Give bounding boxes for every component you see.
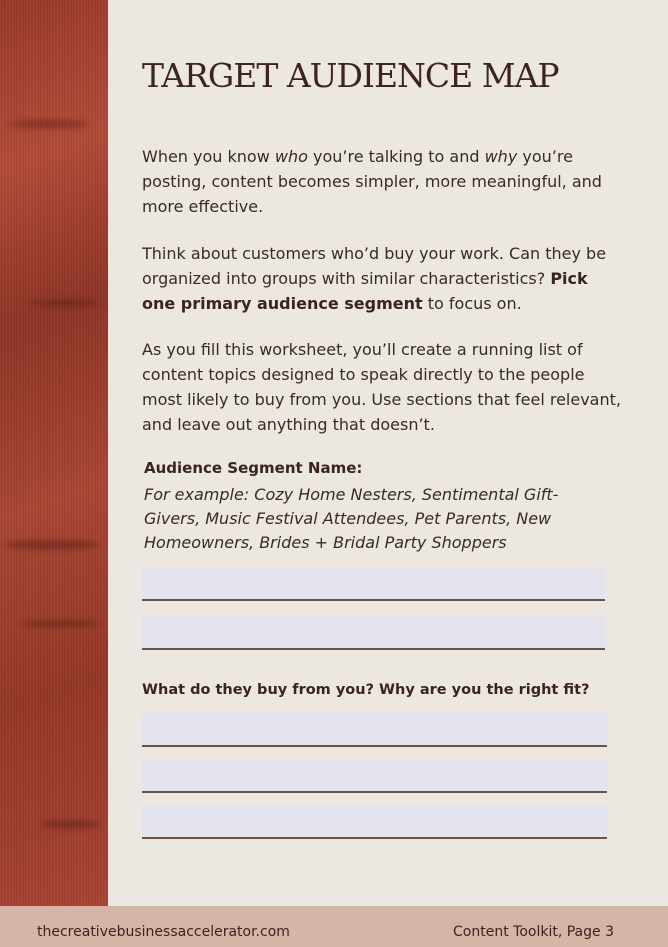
texture-streak [10,120,90,128]
texture-streak [40,820,100,829]
texture-streak [5,540,100,550]
segment-example-text: For example: Cozy Home Nesters, Sentimental Gift-Givers, Music Festival Attendees, Pet Parents, New Homeowners, Brides + Bridal Party Shoppers [144,485,559,552]
page-footer [0,906,668,947]
segment-name-field-1[interactable] [142,567,605,601]
intro-text: Think about customers who’d buy your work. Can they be organized into groups with similar characteristics? [142,244,607,288]
intro-bold-instruction: Pick one primary audience segment [142,269,588,313]
intro-paragraph-1 [142,144,622,219]
intro-emphasis-who: who [274,147,308,166]
texture-streak [30,300,100,306]
buy-reason-field-1[interactable] [142,713,607,747]
decorative-side-panel [0,0,108,906]
footer-website: thecreativebusinessaccelerator.com [37,924,290,940]
buy-reason-question: What do they buy from you? Why are you the right fit? [142,682,590,698]
page-title: TARGET AUDIENCE MAP [142,56,559,95]
texture-streak [20,620,100,627]
intro-text: you’re talking to and [307,147,485,166]
buy-reason-field-3[interactable] [142,805,607,839]
intro-paragraph-3: As you fill this worksheet, you’ll create a running list of content topics designed to speak directly to the people most likely to buy from you. Use sections that feel relevant, and leave out anything that doesn’t. [142,340,621,434]
intro-text: to focus on. [422,294,522,313]
intro-emphasis-why: why [484,147,518,166]
footer-page-label: Content Toolkit, Page 3 [453,924,614,940]
segment-name-label: Audience Segment Name: [144,459,363,477]
intro-paragraph-2 [142,241,622,316]
buy-reason-field-2[interactable] [142,759,607,793]
intro-text: When you know [142,147,275,166]
segment-name-field-2[interactable] [142,616,605,650]
intro-text: you’re posting, content becomes simpler, more meaningful, and more effective. [142,147,602,216]
